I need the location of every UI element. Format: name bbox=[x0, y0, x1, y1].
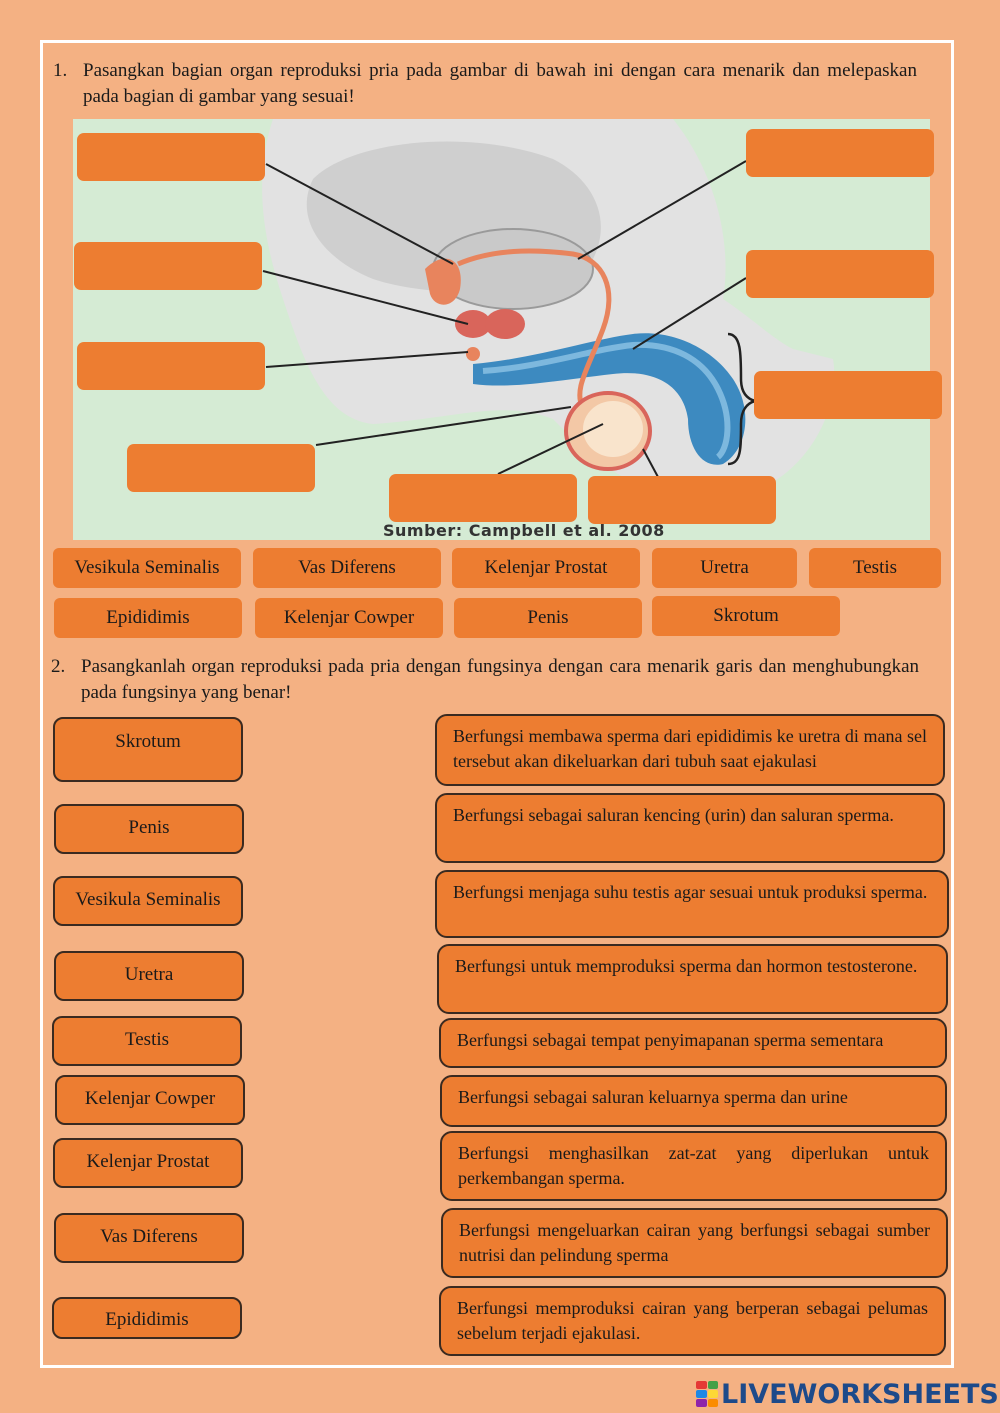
question-1-text: Pasangkan bagian organ reproduksi pria pada gambar di bawah ini dengan cara menarik dan melepaskan pada bagian di gambar yang sesuai! bbox=[83, 60, 917, 107]
logo-mark-icon bbox=[696, 1381, 718, 1407]
organ-box[interactable]: Vesikula Seminalis bbox=[53, 876, 243, 926]
drop-zone-6[interactable] bbox=[588, 476, 776, 524]
word-chip[interactable]: Epididimis bbox=[54, 598, 242, 638]
drop-zone-7[interactable] bbox=[746, 129, 934, 177]
drop-zone-5[interactable] bbox=[389, 474, 577, 522]
word-chip[interactable]: Kelenjar Cowper bbox=[255, 598, 443, 638]
word-chip[interactable]: Testis bbox=[809, 548, 941, 588]
organ-box[interactable]: Testis bbox=[52, 1016, 242, 1066]
drop-zone-2[interactable] bbox=[74, 242, 262, 290]
organ-box[interactable]: Skrotum bbox=[53, 717, 243, 782]
drop-zone-4[interactable] bbox=[127, 444, 315, 492]
word-chip[interactable]: Kelenjar Prostat bbox=[452, 548, 640, 588]
word-chip[interactable]: Skrotum bbox=[652, 596, 840, 636]
drop-zone-1[interactable] bbox=[77, 133, 265, 181]
drop-zone-3[interactable] bbox=[77, 342, 265, 390]
word-chip[interactable]: Vesikula Seminalis bbox=[53, 548, 241, 588]
organ-box[interactable]: Uretra bbox=[54, 951, 244, 1001]
function-box[interactable]: Berfungsi menjaga suhu testis agar sesuai untuk produksi sperma. bbox=[435, 870, 949, 938]
image-source: Sumber: Campbell et al. 2008 bbox=[383, 521, 665, 540]
function-box[interactable]: Berfungsi untuk memproduksi sperma dan hormon testosterone. bbox=[437, 944, 948, 1014]
drop-zone-8[interactable] bbox=[746, 250, 934, 298]
function-box[interactable]: Berfungsi mengeluarkan cairan yang berfungsi sebagai sumber nutrisi dan pelindung sperma bbox=[441, 1208, 948, 1278]
word-chip[interactable]: Penis bbox=[454, 598, 642, 638]
function-box[interactable]: Berfungsi sebagai saluran keluarnya sperma dan urine bbox=[440, 1075, 947, 1127]
organ-box[interactable]: Kelenjar Prostat bbox=[53, 1138, 243, 1188]
drop-zone-9[interactable] bbox=[754, 371, 942, 419]
organ-box[interactable]: Kelenjar Cowper bbox=[55, 1075, 245, 1125]
function-box[interactable]: Berfungsi memproduksi cairan yang berperan sebagai pelumas sebelum terjadi ejakulasi. bbox=[439, 1286, 946, 1356]
brand-name: LIVEWORKSHEETS bbox=[721, 1378, 999, 1410]
liveworksheets-logo bbox=[696, 1377, 999, 1411]
question-1-number: 1. bbox=[53, 60, 68, 81]
question-1 bbox=[53, 58, 917, 110]
question-2-text: Pasangkanlah organ reproduksi pada pria dengan fungsinya dengan cara menarik garis dan menghubungkan pada fungsinya yang benar! bbox=[81, 656, 919, 703]
function-box[interactable]: Berfungsi membawa sperma dari epididimis ke uretra di mana sel tersebut akan dikeluarkan dari tubuh saat ejakulasi bbox=[435, 714, 945, 786]
question-2 bbox=[51, 654, 919, 706]
word-chip[interactable]: Uretra bbox=[652, 548, 797, 588]
word-chip[interactable]: Vas Diferens bbox=[253, 548, 441, 588]
organ-box[interactable]: Vas Diferens bbox=[54, 1213, 244, 1263]
question-2-number: 2. bbox=[51, 656, 66, 677]
function-box[interactable]: Berfungsi sebagai tempat penyimapanan sperma sementara bbox=[439, 1018, 947, 1068]
organ-box[interactable]: Penis bbox=[54, 804, 244, 854]
organ-box[interactable]: Epididimis bbox=[52, 1297, 242, 1339]
function-box[interactable]: Berfungsi sebagai saluran kencing (urin) dan saluran sperma. bbox=[435, 793, 945, 863]
function-box[interactable]: Berfungsi menghasilkan zat-zat yang diperlukan untuk perkembangan sperma. bbox=[440, 1131, 947, 1201]
